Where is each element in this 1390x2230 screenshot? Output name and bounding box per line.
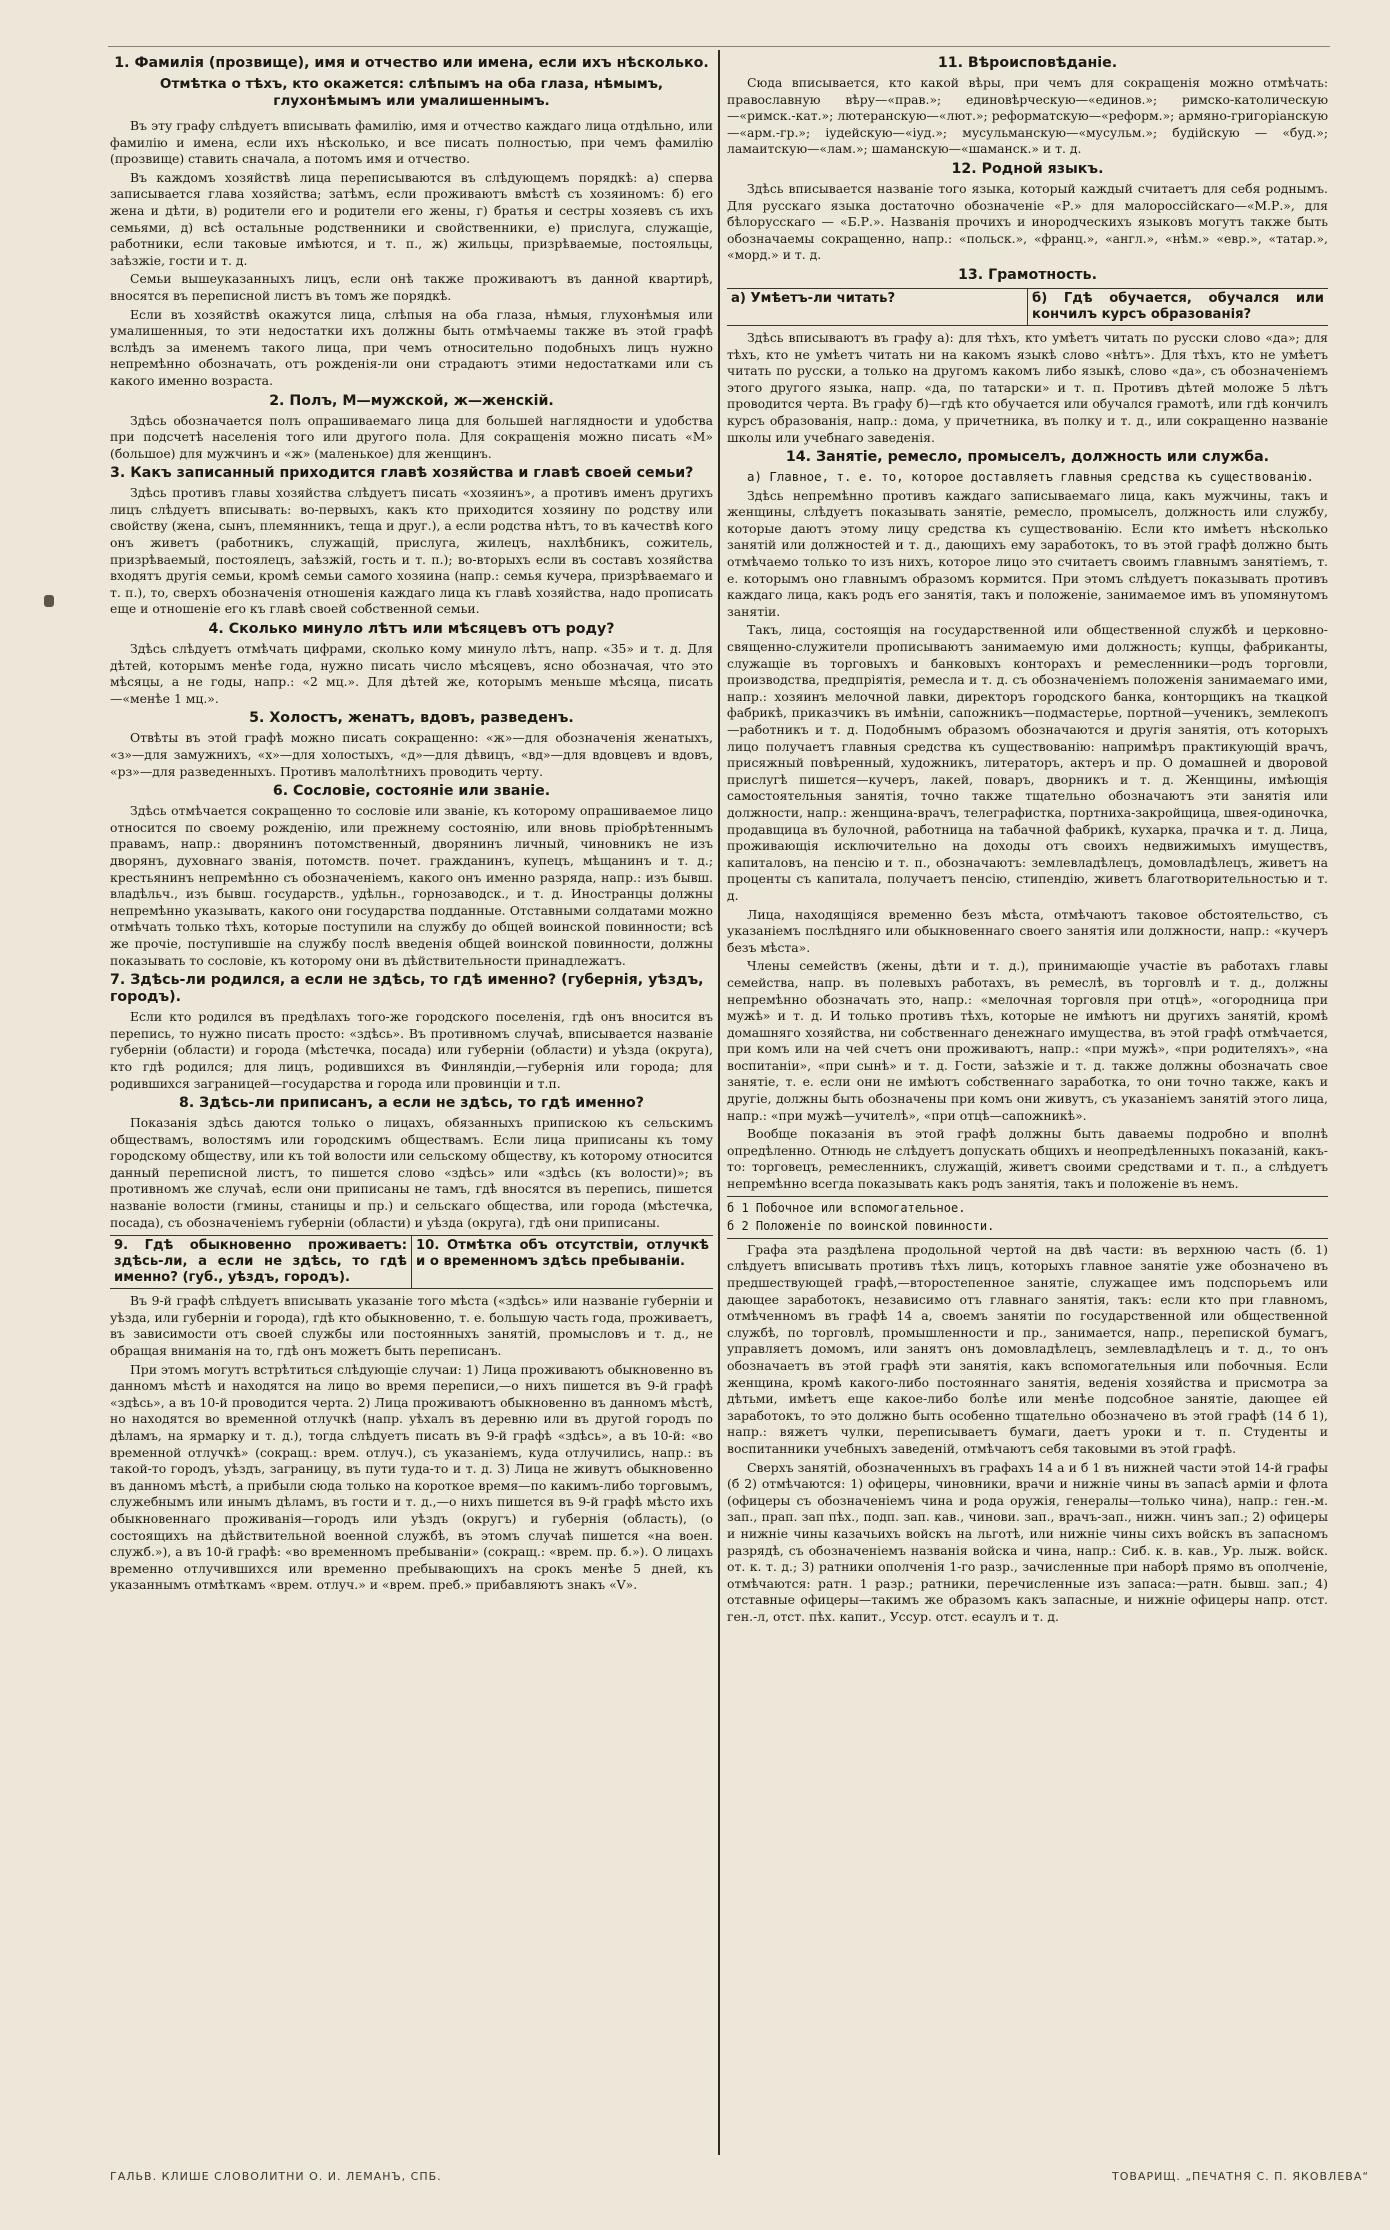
punch-hole-mark <box>44 595 54 607</box>
section-2-title: 2. Полъ, М—мужской, ж—женскій. <box>269 392 554 409</box>
section-13-b: б) Гдѣ обучается, обучался или кончилъ курсъ образованія? <box>1027 289 1328 325</box>
section-11-text: Сюда вписывается, кто какой вѣры, при чемъ для сокращенія можно отмѣчать: православную вѣру—«прав.»; единовѣрческую—«единов.»; римско-католическую—«римск.-кат.»; лютеранскую—«лют.»; реформатскую—«реформ.»; армяно-григоріанскую—«арм.-гр.»; іудейскую—«іуд.»; мусульманскую—«мусульм.»; будійскую — «буд.»; ламаитскую—«лам.»; шаманскую—«шаманск.» и т. д. <box>727 75 1328 157</box>
section-9-text: Въ 9-й графѣ слѣдуетъ вписывать указаніе того мѣста («здѣсь» или названіе губерніи и уѣзда, или губерніи и города), гдѣ кто обыкновенно, т. е. большую часть года, проживаетъ, въ зависимости отъ своей службы или постоянныхъ занятій, промысловъ и т. д., не обращая вниманія на то, гдѣ онъ можетъ быть переписанъ. <box>110 1293 713 1359</box>
section-7-title: 7. Здѣсь-ли родился, а если не здѣсь, то гдѣ именно? (губернія, уѣздъ, городъ). <box>110 972 704 1006</box>
section-14-text: Графа эта раздѣлена продольной чертой на двѣ части: въ верхнюю часть (б. 1) слѣдуетъ вписывать противъ тѣхъ лицъ, которыхъ главное занятіе уже обозначено въ предшествующей графѣ,—второстепенное занятіе, служащее имъ подспорьемъ или дающее заработокъ, независимо отъ главнаго занятія, такъ: если кто при главномъ, отмѣченномъ въ графѣ 14 а, своемъ занятіи по государственной или общественной службѣ, по торговлѣ, промышленности и пр., занимается, напр., перепиской бумагъ, управляетъ домомъ, или занятъ онъ домовладѣлецъ, землевладѣлецъ и т. д., то онъ обозначаетъ въ этой графѣ эти занятія, какъ вспомогательныя или побочныя. Если женщина, кромѣ какого-либо постояннаго занятія, веденія хозяйства и присмотра за дѣтьми, имѣетъ еще какое-либо болѣе или менѣе подсобное занятіе, дающее ей заработокъ, то это должно быть особенно тщательно обозначено въ этой графѣ (14 б 1), напр.: вяжетъ чулки, переписываетъ бумаги, даетъ уроки и т. п. Студенты и воспитанники учебныхъ заведеній, отмѣчаютъ себя таковыми въ этой графѣ. <box>727 1241 1328 1456</box>
section-10-title: 10. Отмѣтка объ отсутствіи, отлучкѣ и о временномъ здѣсь пребываніи. <box>411 1236 713 1288</box>
section-1-note: Отмѣтка о тѣхъ, кто окажется: слѣпымъ на оба глаза, нѣмымъ, глухонѣмымъ или умалишеннымъ. <box>159 76 664 109</box>
section-3-text: Здѣсь противъ главы хозяйства слѣдуетъ писать «хозяинъ», а противъ именъ другихъ лицъ слѣдуетъ вписывать: во-первыхъ, какъ кто приходится хозяину по родству или свойству (жена, сынъ, племянникъ, теща и друг.), а если родства нѣтъ, то въ качествѣ кого онъ живетъ (работникъ, служащій, прислуга, жилецъ, нахлѣбникъ, сожитель, призрѣваемый, постоялецъ, заѣзжій, гость и т. п.); во-вторыхъ если въ составъ хозяйства входятъ другія семьи, кромѣ семьи самого хозяина (напр.: семья кучера, призрѣваемаго и т. п.), то, сверхъ обозначенія отношенія каждаго лица къ главѣ хозяйства, надо прописать еще и отношеніе его къ главѣ своей собственной семьи. <box>110 485 713 617</box>
section-1-text: Въ эту графу слѣдуетъ вписывать фамилію, имя и отчество каждаго лица отдѣльно, или фамилію и имена, если ихъ нѣсколько, и все писать полностью, при чемъ фамилію (прозвище) ставить сначала, а потомъ имя и отчество. <box>110 118 713 167</box>
left-column <box>110 52 713 2167</box>
section-13-header <box>727 288 1328 326</box>
column-divider <box>718 50 720 2155</box>
section-4-title: 4. Сколько минуло лѣтъ или мѣсяцевъ отъ роду? <box>208 621 615 638</box>
section-14-sub-a: а) Главное, т. е. то, которое доставляетъ главныя средства къ существованію. <box>747 469 1314 485</box>
section-2-text: Здѣсь обозначается полъ опрашиваемаго лица для большей наглядности и удобства при подсчетѣ населенія того или другого пола. Для сокращенія можно писать «М» (большое) для мужчинъ и «ж» (маленькое) для женщинъ. <box>110 412 713 461</box>
section-14-title: 14. Занятіе, ремесло, промыселъ, должность или служба. <box>785 449 1270 466</box>
section-1-title: 1. Фамилія (прозвище), имя и отчество или имена, если ихъ нѣсколько. <box>114 55 709 71</box>
section-5-text: Отвѣты въ этой графѣ можно писать сокращенно: «ж»—для обозначенія женатыхъ, «з»—для замужнихъ, «х»—для холостыхъ, «д»—для дѣвицъ, «вд»—для вдовцевъ и вдовъ, «рз»—для разведенныхъ. Противъ малолѣтнихъ проводить черту. <box>110 730 713 779</box>
section-14-sub-b1: б 1 Побочное или вспомогательное. <box>727 1200 966 1215</box>
section-11-title: 11. Вѣроисповѣданіе. <box>937 55 1118 71</box>
section-1-text: Семьи вышеуказанныхъ лицъ, если онѣ также проживаютъ въ данной квартирѣ, вносятся въ переписной листъ въ томъ же порядкѣ. <box>110 271 713 303</box>
section-14-text: Члены семействъ (жены, дѣти и т. д.), принимающіе участіе въ работахъ главы семейства, напр. въ полевыхъ работахъ, въ ремеслѣ, въ торговлѣ и т. д., должны непремѣнно обозначать это, напр.: «мелочная торговля при отцѣ», «огородница при мужѣ» и т. д. И только противъ тѣхъ, которые не имѣютъ ни другихъ занятій, кромѣ домашняго хозяйства, ни собственнаго денежнаго имущества, въ этой графѣ отмѣчается, при комъ или на чей счетъ они проживаютъ, напр.: «при мужѣ», «при родителяхъ», «на воспитаніи», «при сынѣ» и т. д. Гости, заѣзжіе и т. д. также должны обозначать свое занятіе, т. е. если они не имѣютъ собственнаго заработка, то они точно также, какъ и другіе, должны быть обозначены при комъ они живутъ, съ указаніемъ занятій этого лица, напр.: «при мужѣ—учителѣ», «при отцѣ—сапожникѣ». <box>727 958 1328 1123</box>
section-3-title: 3. Какъ записанный приходится главѣ хозяйства и главѣ своей семьи? <box>110 465 694 482</box>
section-14-text: Лица, находящіяся временно безъ мѣста, отмѣчаютъ таковое обстоятельство, съ указаніемъ послѣдняго или обыкновеннаго своего занятія или должности, напр.: «кучеръ безъ мѣста». <box>727 906 1328 955</box>
section-14-text: Такъ, лица, состоящія на государственной или общественной службѣ и церковно-священно-служители прописываютъ занимаемую ими должность; купцы, фабриканты, служащіе въ торговыхъ и банковыхъ конторахъ и ремесленники—родъ торговли, производства, предпріятія, ремесла и т. д. съ обозначеніемъ положенія занимаемаго ими, напр.: хозяинъ мелочной лавки, директоръ городского банка, конторщикъ на ткацкой фабрикѣ, приказчикъ въ имѣніи, сапожникъ—подмастерье, портной—ученикъ, землекопъ—работникъ и т. д. Подобнымъ образомъ обозначаются и другія занятія, отъ которыхъ лицо получаетъ главныя средства къ существованію: напримѣръ практикующій врачъ, присяжный повѣренный, художникъ, литераторъ, актеръ и пр. О домашней и дворовой прислугѣ пишется—кучеръ, лакей, поваръ, дворникъ и т. д. Женщины, имѣющія самостоятельныя занятія, точно также тщательно обозначаютъ эти занятія или должности, напр.: женщина-врачъ, телеграфистка, портниха-закройщица, швея-одиночка, продавщица въ булочной, работница на табачной фабрикѣ, кухарка, прачка и т. д. Лица, проживающія исключительно на доходы отъ своихъ недвижимыхъ имуществъ, капиталовъ, на пенсію и т. п., обозначаютъ: землевладѣлецъ, домовладѣлецъ, живетъ на проценты съ капитала, получаетъ пенсію, стипендію, живетъ благотворительностью и т. д. <box>727 622 1328 903</box>
section-13-a: а) Умѣетъ-ли читать? <box>731 290 896 306</box>
section-12-text: Здѣсь вписывается названіе того языка, который каждый считаетъ для себя роднымъ. Для русскаго языка достаточно обозначеніе «Р.» для малороссійскаго—«М.Р.», для бѣлорусскаго — «Б.Р.». Названія прочихъ и инородческихъ языковъ могутъ также быть обозначаемы сокращенно, напр.: «польск.», «франц.», «англ.», «нѣм.» «евр.», «татар.», «морд.» и т. д. <box>727 180 1328 263</box>
section-9-text: При этомъ могутъ встрѣтиться слѣдующіе случаи: 1) Лица проживаютъ обыкновенно въ данномъ мѣстѣ и находятся на лицо во время переписи,—о нихъ пишется въ 9-й графѣ «здѣсь», а въ 10-й проводится черта. 2) Лица проживаютъ обыкновенно въ данномъ мѣстѣ, но находятся во временной отлучкѣ (напр. уѣхалъ въ деревню или въ другой городъ по дѣламъ, на ярмарку и т. д.), тогда слѣдуетъ писать въ 9-й графѣ «здѣсь», а въ 10-й: «во временной отлучкѣ» (сокращ.: врем. отлуч.), съ указаніемъ, куда отлучились, напр.: въ такой-то городъ, уѣздъ, заграницу, въ пути туда-то и т. д. 3) Лица не живутъ обыкновенно въ данномъ мѣстѣ, а прибыли сюда только на короткое время—по какимъ-либо торговымъ, служебнымъ или инымъ дѣламъ, въ гости и т. д.,—о нихъ пишется въ 9-й графѣ мѣсто ихъ обыкновеннаго проживанія—городъ или уѣздъ (округъ) и губернія (область), (о состоящихъ на дѣйствительной военной службѣ, въ этомъ случаѣ пишется «на воен. служб.»), а въ 10-й графѣ: «во временномъ пребываніи» (сокращ.: «врем. пр. б.»). О лицахъ временно отлучившихся или временно пребывающихъ на срокъ менѣе 5 дней, къ указаннымъ отмѣткамъ «врем. отлуч.» и «врем. преб.» прибавляютъ знакъ «V». <box>110 1361 713 1593</box>
section-9-title: 9. Гдѣ обыкновенно проживаетъ: здѣсь-ли, а если не здѣсь, то гдѣ именно? (губ., уѣздъ, городъ). <box>114 1238 407 1286</box>
section-14-text: Здѣсь непремѣнно противъ каждаго записываемаго лица, какъ мужчины, такъ и женщины, слѣдуетъ показывать занятіе, ремесло, промыселъ, должность или службу, которые даютъ этому лицу средства къ существованію. Если кто имѣетъ нѣсколько занятій или должностей и т. д., дающихъ ему заработокъ, то въ этой графѣ должно быть отмѣчаемо только то изъ нихъ, которое лицо это считаетъ своимъ главнымъ занятіемъ, т. е. которымъ оно главнымъ образомъ кормится. При этомъ слѣдуетъ показывать противъ каждаго лица, какъ родъ его занятія, такъ и положеніе, занимаемое имъ въ упомянутомъ занятіи. <box>727 487 1328 619</box>
section-7-text: Если кто родился въ предѣлахъ того-же городского поселенія, гдѣ онъ вносится въ перепись, то нужно писать просто: «здѣсь». Въ противномъ случаѣ, вписывается названіе губерніи (области) и города (мѣстечка, посада) или губерніи (области) и уѣзда (округа), кто гдѣ родился; для лицъ, родившихся въ Финляндіи,—губернія или города; для родившихся заграницей—государства и города или провинціи и т.п. <box>110 1009 713 1091</box>
section-12-title: 12. Родной языкъ. <box>951 160 1104 177</box>
section-4-text: Здѣсь слѣдуетъ отмѣчать цифрами, сколько кому минуло лѣтъ, напр. «35» и т. д. Для дѣтей, которымъ менѣе года, нужно писать число мѣсяцевъ, ясно обозначая, что это мѣсяцы, а не годы, напр.: «2 мц.». Для дѣтей же, которымъ меньше мѣсяца, писать—«менѣе 1 мц.». <box>110 641 713 706</box>
right-column <box>727 52 1328 2167</box>
section-6-text: Здѣсь отмѣчается сокращенно то сословіе или званіе, къ которому опрашиваемое лицо относится по своему рожденію, или прежнему состоянію, или вновь пріобрѣтеннымъ правамъ, напр.: дворянинъ потомственный, дворянинъ личный, чиновникъ не изъ дворянъ, духовнаго званія, потомств. почет. гражданинъ, купецъ, мѣщанинъ и т. д.; крестьянинъ непремѣнно съ обозначеніемъ, какого онъ именно разряда, напр.: изъ бывш. владѣльч., изъ бывш. государств., удѣльн., горнозаводск., и т. д. Иностранцы должны непремѣнно указывать, какого они государства подданные. Отставными солдатами можно отмѣчать только тѣхъ, которые поступили на службу до общей воинской повинности; всѣ же прочіе, поступившіе на службу послѣ введенія общей воинской повинности, должны показывать то сословіе, къ которому они въ дѣйствительности принадлежатъ. <box>110 803 713 968</box>
section-13-text: Здѣсь вписываютъ въ графу а): для тѣхъ, кто умѣетъ читать по русски слово «да»; для тѣхъ, кто не умѣетъ читать ни на какомъ языкѣ слово «нѣтъ». Для тѣхъ, кто не умѣетъ читать по русски, а только на другомъ какомъ либо языкѣ, слово «да», съ обозначеніемъ этого другого языка, напр. «да, по татарски» и т. п. Противъ дѣтей моложе 5 лѣтъ проводится черта. Въ графу б)—гдѣ кто обучается или обучался грамотѣ, или гдѣ кончилъ курсъ образованія, напр.: дома, у причетника, въ полку и т. д., или сокращенно названіе школы или учебнаго заведенія. <box>727 329 1328 445</box>
section-1-text: Если въ хозяйствѣ окажутся лица, слѣпыя на оба глаза, нѣмыя, глухонѣмыя или умалишенныя, то эти недостатки ихъ должны быть отмѣчаемы также въ этой графѣ вслѣдъ за именемъ такого лица, при чемъ относительно подобныхъ лицъ нужно непремѣнно обозначать, отъ рожденія-ли они страдаютъ этими недостатками или съ какого именно возраста. <box>110 306 713 388</box>
section-14-sub-rule <box>727 1238 1328 1239</box>
section-6-title: 6. Сословіе, состояніе или званіе. <box>272 783 551 800</box>
section-14-text: Вообще показанія въ этой графѣ должны быть даваемы подробно и вполнѣ опредѣленно. Отнюдь не слѣдуетъ допускать общихъ и неопредѣленныхъ показаній, какъ-то: торговецъ, ремесленникъ, служащій, живетъ своими средствами и т. п., а слѣдуетъ непремѣнно всегда показывать какъ родъ занятія, такъ и положеніе въ немъ. <box>727 1126 1328 1192</box>
footer-printer-left: ГАЛЬВ. КЛИШЕ СЛОВОЛИТНИ О. И. ЛЕМАНЪ, СПБ. <box>110 2170 442 2183</box>
section-14-sub-rule <box>727 1196 1328 1197</box>
footer-printer-right: ТОВАРИЩ. „ПЕЧАТНЯ С. П. ЯКОВЛЕВА“ <box>1112 2170 1370 2183</box>
section-5-title: 5. Холостъ, женатъ, вдовъ, разведенъ. <box>249 710 574 727</box>
top-rule <box>108 46 1330 47</box>
section-14-sub-b2: б 2 Положеніе по воинской повинности. <box>727 1219 995 1234</box>
section-8-text: Показанія здѣсь даются только о лицахъ, обязанныхъ припискою къ сельскимъ обществамъ, волостямъ или городскимъ обществамъ. Если лица приписаны къ тому городскому обществу, или къ той волости или сельскому обществу, къ которому относится данный переписной листъ, то пишется слово «здѣсь» или «здѣсь (къ волости)»; въ противномъ же случаѣ, если они приписаны не тамъ, гдѣ вносятся въ перепись, пишется названіе волости (гмины, станицы и пр.) и сельскаго общества, или города (мѣстечка, посада), съ обозначеніемъ губерніи (области) и уѣзда (округа), гдѣ они приписаны. <box>110 1115 713 1230</box>
section-14-text: Сверхъ занятій, обозначенныхъ въ графахъ 14 а и б 1 въ нижней части этой 14-й графы (б 2) отмѣчаются: 1) офицеры, чиновники, врачи и нижніе чины въ запасѣ арміи и флота (офицеры съ обозначеніемъ чина и рода оружія, генералы—только чина), напр.: ген.-м. зап., прап. зап пѣх., подп. зап. кав., чинови. зап., врачъ-зап., нижн. чинъ зап.; 2) офицеры и нижніе чины казачьихъ войскъ на льготѣ, или нижніе чины сихъ войскъ въ запасномъ разрядѣ, съ обозначеніемъ названія войска и чина, напр.: Сиб. к. в. кав., Ур. лыж. войск. от. к. т. д.; 3) ратники ополченія 1-го разр., зачисленные при наборѣ прямо въ ополченіе, отмѣчаются: ратн. 1 разр.; ратники, перечисленные изъ запаса:—ратн. бывш. зап.; 4) отставные офицеры—такимъ же образомъ какъ запасные, и нижніе офицеры напр. отст. ген.-л, отст. пѣх. капит., Уссур. отст. есаулъ и т. д. <box>727 1459 1328 1624</box>
section-9-10-header <box>110 1235 713 1289</box>
section-13-title: 13. Грамотность. <box>958 266 1097 283</box>
section-1-text: Въ каждомъ хозяйствѣ лица переписываются въ слѣдующемъ порядкѣ: а) сперва записывается глава хозяйства; затѣмъ, если проживаютъ вмѣстѣ съ хозяиномъ: б) его жена и дѣти, в) родители его и родители его жены, г) братья и сестры хозяевъ съ ихъ семьями, д) всѣ остальные родственники и свойственники, е) прислуга, служащіе, работники, если таковые имѣются, и т. п., ж) жильцы, призрѣваемые, постояльцы, заѣзжіе, гости и т. д. <box>110 169 713 268</box>
section-8-title: 8. Здѣсь-ли приписанъ, а если не здѣсь, то гдѣ именно? <box>178 1095 645 1112</box>
